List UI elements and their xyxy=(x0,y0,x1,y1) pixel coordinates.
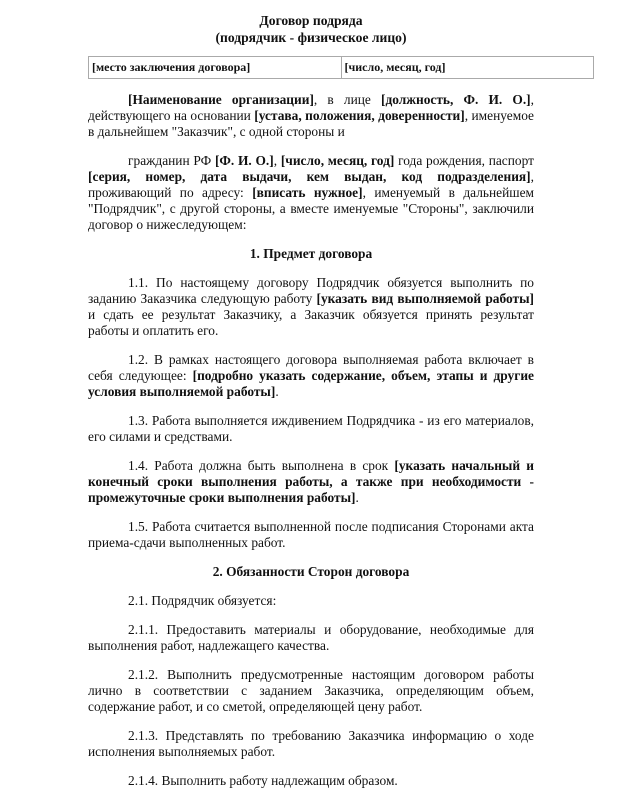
text-span: , именуемое в дальнейшем "Заказчик", с одной стороны и xyxy=(88,108,535,139)
date-field[interactable]: [число, месяц, год] xyxy=(341,57,594,78)
work-deadline-field[interactable]: [указать начальный и конечный сроки выполнения работы, а также при необходимости - промежуточные сроки выполнения работы] xyxy=(88,458,534,505)
place-field[interactable]: [место заключения договора] xyxy=(92,60,251,74)
clause-2-1-2: 2.1.2. Выполнить предусмотренные настоящим договором работы лично в соответствии с заданием Заказчика, определяющим объем, содержание работ, и со сметой, определяющей цену работ. xyxy=(88,667,534,714)
text-span: , в лице xyxy=(313,92,382,107)
text-span: , действующего на основании xyxy=(88,92,535,123)
basis-field[interactable]: [устава, положения, доверенности] xyxy=(254,108,465,123)
work-content-field[interactable]: [подробно указать содержание, объем, этапы и другие условия выполняемой работы] xyxy=(88,368,534,399)
clause-1-1 xyxy=(88,275,534,339)
text-span: , именуемый в дальнейшем "Подрядчик", с другой стороны, а вместе именуемые "Стороны", заключили договор о нижеследующем: xyxy=(88,185,534,232)
text-span: гражданин РФ xyxy=(128,153,215,168)
intro-paragraph-contractor xyxy=(88,153,534,233)
text-span: , проживающий по адресу: xyxy=(88,169,534,200)
text-span: . xyxy=(355,490,359,505)
section-1-title: 1. Предмет договора xyxy=(249,246,373,261)
birth-date-field[interactable]: [число, месяц, год] xyxy=(280,153,395,168)
address-field[interactable]: [вписать нужное] xyxy=(252,185,363,200)
text-span: . xyxy=(275,384,279,399)
clause-2-1-3: 2.1.3. Представлять по требованию Заказчика информацию о ходе исполнения выполняемых работ. xyxy=(88,728,534,759)
document-subtitle: (подрядчик - физическое лицо) xyxy=(215,30,407,45)
text-span: и сдать ее результат Заказчику, а Заказчик обязуется принять результат работы и оплатить его. xyxy=(88,307,534,338)
contractor-name-field[interactable]: [Ф. И. О.] xyxy=(214,153,274,168)
text-span: , xyxy=(273,153,281,168)
place-date-table xyxy=(88,56,594,79)
clause-1-2 xyxy=(88,352,534,400)
text-span: 1.2. В рамках настоящего договора выполняемая работа включает в себя следующее: xyxy=(88,352,534,383)
work-type-field[interactable]: [указать вид выполняемой работы] xyxy=(316,291,534,306)
clause-2-1-4: 2.1.4. Выполнить работу надлежащим образом. xyxy=(128,773,398,788)
text-span: года рождения, паспорт xyxy=(394,153,534,168)
position-field[interactable]: [должность, Ф. И. О.] xyxy=(381,92,531,107)
clause-2-1-1: 2.1.1. Предоставить материалы и оборудование, необходимые для выполнения работ, надлежащего качества. xyxy=(88,622,534,653)
text-span: 1.1. По настоящему договору Подрядчик обязуется выполнить по заданию Заказчика следующую работу xyxy=(88,275,534,306)
clause-1-5: 1.5. Работа считается выполненной после подписания Сторонами акта приема-сдачи выполненных работ. xyxy=(88,519,534,550)
clause-1-4 xyxy=(88,458,534,506)
org-name-field[interactable]: [Наименование организации] xyxy=(128,92,314,107)
passport-field[interactable]: [серия, номер, дата выдачи, кем выдан, код подразделения] xyxy=(88,169,531,184)
intro-paragraph-customer xyxy=(88,92,534,140)
section-2-title: 2. Обязанности Сторон договора xyxy=(212,564,410,579)
clause-2-1: 2.1. Подрядчик обязуется: xyxy=(128,593,277,608)
document-title: Договор подряда xyxy=(259,13,363,28)
contract-page xyxy=(88,12,534,789)
text-span: 1.4. Работа должна быть выполнена в срок xyxy=(128,458,395,473)
clause-1-3: 1.3. Работа выполняется иждивением Подрядчика - из его материалов, его силами и средствами. xyxy=(88,413,534,444)
